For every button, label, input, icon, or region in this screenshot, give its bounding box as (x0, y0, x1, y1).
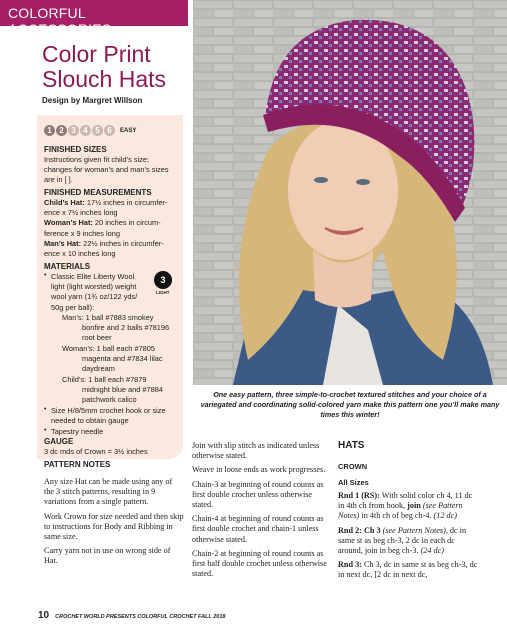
bullet-icon: • (44, 406, 47, 413)
paragraph: Join with slip stitch as indicated unless otherwise stated. (192, 441, 320, 461)
text-run: join (407, 501, 421, 511)
text-line: Woman’s: 1 ball each #7805 (62, 344, 155, 353)
photo-caption: One easy pattern, three simple-to-crochet textured stitches and your choice of a variegated and coordinating solid-colored yarn make this pattern one you’ll make many times this winter! (200, 390, 500, 419)
skill-level-4: 4 (80, 125, 91, 136)
text-line: Man’s: 1 ball #7883 smokey (62, 313, 154, 322)
finished-sizes-heading: FINISHED SIZES (44, 145, 107, 154)
yarn-weight-icon: 3 (154, 271, 172, 289)
child-hat-measure (44, 198, 178, 208)
paragraph: Weave in loose ends as work progresses. (192, 465, 326, 475)
text-line: 20 inches in circum- (92, 218, 161, 228)
pattern-notes-heading: PATTERN NOTES (44, 460, 111, 469)
yarn-weight-label: LIGHT (156, 290, 170, 295)
finished-measurements-text (44, 198, 178, 259)
text-line: root beer (82, 333, 112, 343)
woman-hat-measure (44, 218, 178, 228)
skill-level-5: 5 (92, 125, 103, 136)
materials-yarn (51, 272, 151, 313)
materials-child (62, 375, 180, 406)
text-run: With solid color ch 4, 11 dc in 4th ch from hook, (338, 491, 473, 511)
text-line: midnight blue and #7884 (82, 385, 163, 395)
text-run: (see Pattern Notes) (382, 525, 446, 535)
text-line: light (light worsted) weight (51, 282, 137, 292)
materials-hook (51, 406, 181, 426)
paragraph: Chain-2 at beginning of round counts as first half double crochet unless otherwise stated. (192, 548, 327, 579)
round-1 (338, 491, 478, 522)
skill-level-2: 2 (56, 125, 67, 136)
text-line: ence x 7½ inches long (44, 208, 118, 218)
text-line: needed to obtain gauge (51, 416, 129, 426)
section-header-label: COLORFUL ACCESSORIES (8, 5, 112, 37)
text-line: wool yarn (1¾ oz/122 yds/ (51, 292, 138, 302)
materials-needle: Tapestry needle (51, 427, 104, 436)
text-line: 22½ inches in circumfer- (81, 238, 164, 248)
skill-level-1: 1 (44, 125, 55, 136)
pattern-notes-continued (192, 441, 330, 583)
man-hat-label: Man’s Hat: (44, 238, 82, 248)
stitch-count: (12 dc) (433, 511, 457, 521)
text-line: daydream (82, 364, 115, 374)
stitch-count: (24 dc) (420, 546, 444, 556)
gauge-text: 3 dc mds of Crown = 3½ inches (44, 447, 148, 456)
round-label: Rnd 1 (RS): (338, 491, 380, 500)
crown-heading: CROWN (338, 462, 368, 471)
paragraph: Carry yarn not in use on wrong side of Hat. (44, 546, 171, 566)
materials-woman (62, 344, 180, 375)
text-run: Ch 3, dc in same st as beg ch-3, dc in next dc, [2 dc in next dc, (338, 560, 478, 580)
finished-sizes-text (44, 155, 178, 186)
materials-man (62, 313, 180, 344)
text-line: ence x 10 inches long (44, 249, 116, 259)
bullet-icon: • (44, 427, 47, 434)
page-footer (38, 610, 225, 621)
title-line-2: Slouch Hats (42, 66, 167, 92)
text-line: magenta and #7834 lilac (82, 354, 163, 364)
page-title (42, 42, 192, 92)
text-line: 17½ inches in circumfer- (84, 198, 168, 207)
page-number: 10 (38, 610, 50, 621)
round-2 (338, 526, 478, 557)
all-sizes-heading: All Sizes (338, 478, 369, 487)
paragraph: Work Crown for size needed and then skip to instructions for Body and Ribbing in same size. (44, 511, 184, 542)
finished-measurements-heading: FINISHED MEASUREMENTS (44, 188, 152, 197)
round-label: Rnd 2: (338, 525, 362, 535)
title-line-1: Color Print (42, 41, 151, 67)
round-label: Rnd 3: (338, 560, 362, 570)
man-hat-measure (44, 239, 178, 249)
round-3 (338, 560, 478, 580)
skill-level-3: 3 (68, 125, 79, 136)
skill-level-label: EASY (120, 127, 137, 134)
text-run: in 4th ch of beg ch-4. (359, 511, 434, 521)
crown-instructions (338, 491, 478, 585)
gauge-heading: GAUGE (44, 437, 74, 446)
text-line: Size H/8/5mm crochet hook or size (51, 406, 166, 415)
paragraph: Chain-3 at beginning of round counts as first double crochet unless otherwise stated. (192, 479, 324, 510)
hats-heading: HATS (338, 440, 365, 451)
designer-credit: Design by Margret Willson (42, 96, 143, 105)
text-line: changes for woman’s and man’s sizes (44, 165, 169, 175)
text-line: are in [ ]. (44, 175, 73, 185)
skill-level-6: 6 (104, 125, 115, 136)
publication-name: CROCHET WORLD PRESENTS COLORFUL CROCHET FALL 2018 (55, 614, 226, 620)
skill-level (44, 125, 136, 136)
paragraph: Any size Hat can be made using any of the 3 stitch patterns, resulting in 9 variations from a single pattern. (44, 477, 173, 507)
text-line: bonfire and 2 balls #78196 (82, 323, 170, 333)
bullet-icon: • (44, 272, 47, 279)
text-run: Ch 3 (361, 525, 383, 535)
hat-photo (193, 0, 507, 385)
text-line: 50g per ball): (51, 302, 95, 312)
text-run: , dc in same st as beg ch-3, 2 dc in each dc around, join in beg ch-3. (338, 525, 467, 556)
text-line: Classic Elite Liberty Wool (51, 272, 135, 281)
child-hat-label: Child’s Hat: (44, 198, 85, 207)
text-line: Instructions given fit child’s size; (44, 155, 150, 164)
text-line: Child’s: 1 ball each #7879 (62, 375, 147, 384)
materials-heading: MATERIALS (44, 262, 91, 271)
text-line: ference x 9 inches long (44, 228, 121, 238)
pattern-notes-body (44, 477, 184, 571)
text-run: (see Pattern Notes) (338, 501, 463, 521)
woman-hat-label: Woman’s Hat: (44, 218, 93, 228)
paragraph: Chain-4 at beginning of round counts as first double crochet and chain-1 unless otherwise stated. (192, 514, 324, 544)
text-line: patchwork calico (82, 395, 137, 405)
section-header (0, 0, 188, 37)
